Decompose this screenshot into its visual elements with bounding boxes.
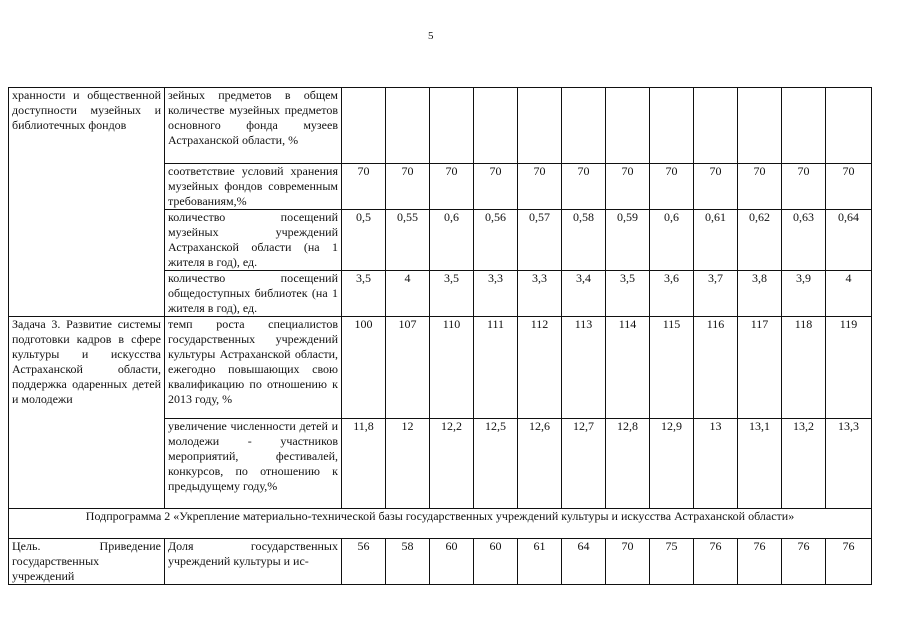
value-cell: 110	[430, 317, 474, 419]
value-cell: 70	[738, 164, 782, 210]
value-cell: 0,59	[606, 210, 650, 271]
value-cell: 3,5	[606, 271, 650, 317]
value-cell: 3,5	[342, 271, 386, 317]
value-cell: 13,1	[738, 419, 782, 509]
value-cell: 70	[606, 539, 650, 585]
value-cell: 76	[826, 539, 872, 585]
value-cell: 12,6	[518, 419, 562, 509]
value-cell: 70	[386, 164, 430, 210]
value-cell: 58	[386, 539, 430, 585]
value-cell: 70	[474, 164, 518, 210]
value-cell	[826, 88, 872, 164]
value-cell: 70	[562, 164, 606, 210]
value-cell: 0,63	[782, 210, 826, 271]
page-number: 5	[428, 30, 434, 42]
value-cell	[474, 88, 518, 164]
value-cell: 13	[694, 419, 738, 509]
value-cell: 12,5	[474, 419, 518, 509]
value-cell: 0,55	[386, 210, 430, 271]
value-cell	[650, 88, 694, 164]
value-cell: 0,64	[826, 210, 872, 271]
indicator-cell: количество посещений общедоступных библиотек (на 1 жителя в год), ед.	[165, 271, 342, 317]
value-cell: 116	[694, 317, 738, 419]
subprogram-title: Подпрограмма 2 «Укрепление материально-технической базы государственных учреждений культуры и искусства Астраханской области»	[9, 509, 872, 539]
indicator-cell: увеличение численности детей и молодежи - участников мероприятий, фестивалей, конкурсов, по отношению к предыдущему году,%	[165, 419, 342, 509]
value-cell: 61	[518, 539, 562, 585]
value-cell: 100	[342, 317, 386, 419]
value-cell: 0,57	[518, 210, 562, 271]
value-cell: 12,2	[430, 419, 474, 509]
value-cell	[694, 88, 738, 164]
value-cell	[430, 88, 474, 164]
value-cell: 76	[782, 539, 826, 585]
value-cell: 13,2	[782, 419, 826, 509]
table-row	[9, 88, 872, 164]
task-cell: Цель. Приведение государственных учреждений	[9, 539, 165, 585]
value-cell: 70	[342, 164, 386, 210]
value-cell: 3,3	[518, 271, 562, 317]
value-cell	[342, 88, 386, 164]
value-cell: 114	[606, 317, 650, 419]
value-cell: 76	[738, 539, 782, 585]
value-cell: 3,4	[562, 271, 606, 317]
value-cell: 70	[826, 164, 872, 210]
value-cell: 60	[474, 539, 518, 585]
value-cell	[386, 88, 430, 164]
value-cell: 12,8	[606, 419, 650, 509]
value-cell: 118	[782, 317, 826, 419]
value-cell: 113	[562, 317, 606, 419]
value-cell: 12,7	[562, 419, 606, 509]
value-cell	[562, 88, 606, 164]
value-cell	[738, 88, 782, 164]
value-cell	[782, 88, 826, 164]
table-row	[9, 317, 872, 419]
value-cell: 4	[826, 271, 872, 317]
value-cell: 119	[826, 317, 872, 419]
indicator-cell: Доля государственных учреждений культуры и ис-	[165, 539, 342, 585]
value-cell: 3,7	[694, 271, 738, 317]
value-cell: 0,6	[650, 210, 694, 271]
value-cell: 12,9	[650, 419, 694, 509]
value-cell: 70	[650, 164, 694, 210]
value-cell: 3,9	[782, 271, 826, 317]
value-cell: 64	[562, 539, 606, 585]
value-cell: 0,62	[738, 210, 782, 271]
value-cell: 70	[518, 164, 562, 210]
indicator-cell: количество посещений музейных учреждений Астраханской области (на 1 жителя в год), ед.	[165, 210, 342, 271]
value-cell: 4	[386, 271, 430, 317]
value-cell: 11,8	[342, 419, 386, 509]
indicator-cell: зейных предметов в общем количестве музейных предметов основного фонда музеев Астраханской области, %	[165, 88, 342, 164]
value-cell: 112	[518, 317, 562, 419]
value-cell: 75	[650, 539, 694, 585]
value-cell: 70	[430, 164, 474, 210]
value-cell: 60	[430, 539, 474, 585]
table-row	[9, 539, 872, 585]
value-cell: 115	[650, 317, 694, 419]
value-cell: 12	[386, 419, 430, 509]
task-cell: хранности и общественной доступности музейных и библиотечных фондов	[9, 88, 165, 317]
value-cell: 117	[738, 317, 782, 419]
value-cell: 70	[782, 164, 826, 210]
value-cell: 0,58	[562, 210, 606, 271]
value-cell: 70	[694, 164, 738, 210]
value-cell: 3,6	[650, 271, 694, 317]
value-cell: 0,61	[694, 210, 738, 271]
value-cell	[518, 88, 562, 164]
indicators-table	[8, 87, 872, 585]
value-cell: 107	[386, 317, 430, 419]
value-cell: 0,5	[342, 210, 386, 271]
value-cell: 13,3	[826, 419, 872, 509]
value-cell: 76	[694, 539, 738, 585]
value-cell: 0,6	[430, 210, 474, 271]
value-cell: 70	[606, 164, 650, 210]
indicator-cell: темп роста специалистов государственных учреждений культуры Астраханской области, ежегодно повышающих свою квалификацию по отношению к 2013 году, %	[165, 317, 342, 419]
value-cell: 111	[474, 317, 518, 419]
value-cell: 3,5	[430, 271, 474, 317]
value-cell	[606, 88, 650, 164]
value-cell: 0,56	[474, 210, 518, 271]
task-cell: Задача 3. Развитие системы подготовки кадров в сфере культуры и искусства Астраханской области, поддержка одаренных детей и молодежи	[9, 317, 165, 509]
value-cell: 3,3	[474, 271, 518, 317]
value-cell: 56	[342, 539, 386, 585]
subprogram-row	[9, 509, 872, 539]
indicator-cell: соответствие условий хранения музейных фондов современным требованиям,%	[165, 164, 342, 210]
value-cell: 3,8	[738, 271, 782, 317]
